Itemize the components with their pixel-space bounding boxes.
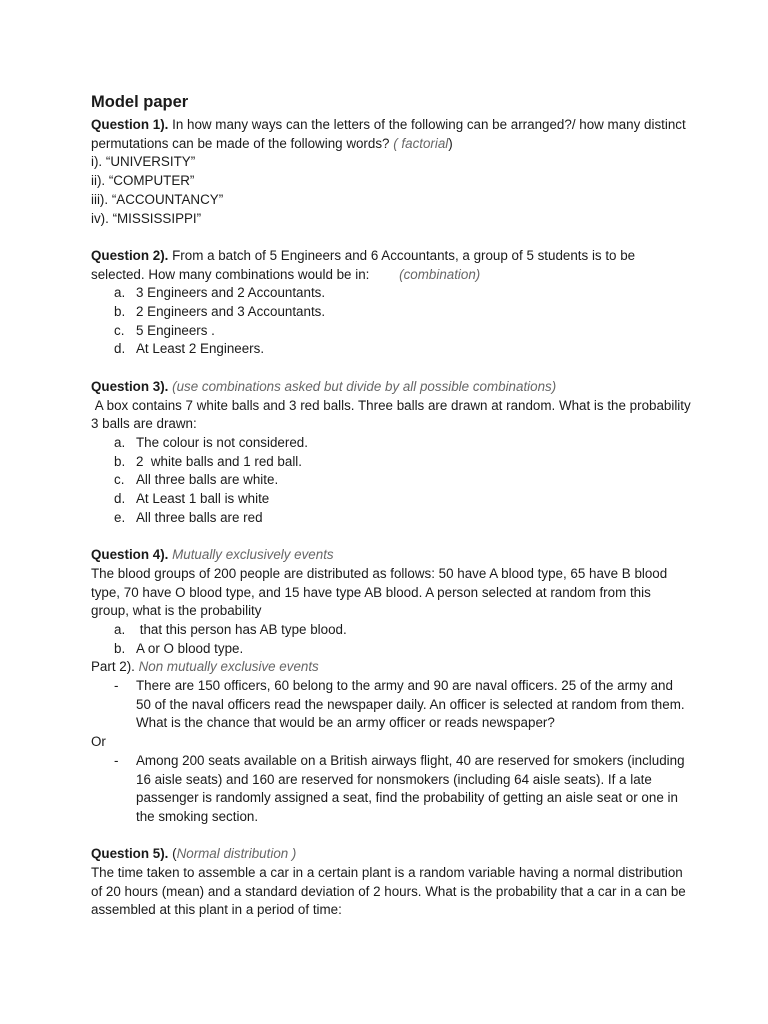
question-1-item: iii). “ACCOUNTANCY” (91, 191, 224, 207)
or-label: Or (91, 734, 106, 750)
question-1-hint: ( factorial (393, 135, 449, 151)
list-item: d. At Least 2 Engineers. (114, 341, 265, 357)
question-2-text: From a batch of 5 Engineers and 6 Accountants, a group of 5 students is to be selected. How many combinations would be in: (91, 247, 639, 282)
question-5-hint: Normal distribution ) (176, 846, 297, 862)
list-item: a. that this person has AB type blood. (114, 621, 347, 637)
question-2 (91, 247, 691, 284)
question-2-hint: (combination) (399, 266, 481, 282)
list-item: a. 3 Engineers and 2 Accountants. (114, 285, 326, 301)
question-2-label: Question 2). (91, 247, 169, 263)
question-4-options (91, 621, 691, 658)
question-2-options (91, 284, 691, 359)
list-item: b. A or O blood type. (114, 640, 244, 656)
question-3-hint: (use combinations asked but divide by all possible combinations) (168, 378, 557, 394)
question-5-text: The time taken to assemble a car in a certain plant is a random variable having a normal distribution of 20 hours (mean) and a standard deviation of 2 hours. What is the probability that a car in a can be assembled at this plant in a period of time: (91, 865, 686, 918)
list-item: - Among 200 seats available on a British airways flight, 40 are reserved for smokers (including 16 aisle seats) and 160 are reserved for nonsmokers (including 64 aisle seats). If a late passenger is randomly assigned a seat, find the probability of getting an aisle seat or one in the smoking section. (114, 752, 685, 824)
part-2-label: Part 2). (91, 659, 139, 675)
page-title: Model paper (91, 93, 189, 111)
question-3 (91, 378, 691, 397)
question-4 (91, 546, 691, 565)
or-items (91, 752, 691, 827)
question-1-label: Question 1). (91, 117, 169, 132)
question-1 (91, 116, 691, 153)
question-4-text: The blood groups of 200 people are distributed as follows: 50 have A blood type, 65 have B blood type, 70 have O blood type, and 15 have type AB blood. A person selected at random from this group, what is the probability (91, 565, 668, 619)
question-4-hint: Mutually exclusively events (168, 547, 334, 563)
list-item: d. At Least 1 ball is white (114, 491, 270, 507)
question-4-part-2 (91, 658, 691, 677)
question-1-item: iv). “MISSISSIPPI” (91, 210, 202, 226)
part-2-hint: Non mutually exclusive events (138, 659, 319, 675)
document-page (91, 92, 695, 920)
list-item: c. All three balls are white. (114, 472, 279, 488)
question-3-label: Question 3). (91, 378, 169, 394)
question-1-hint-close: ) (448, 135, 453, 151)
question-1-item: i). “UNIVERSITY” (91, 154, 196, 170)
list-item: b. 2 Engineers and 3 Accountants. (114, 304, 326, 320)
question-3-text: A box contains 7 white balls and 3 red balls. Three balls are drawn at random. What is the probability 3 balls are drawn: (91, 397, 695, 432)
question-3-options (91, 434, 691, 528)
question-1-item: ii). “COMPUTER” (91, 173, 195, 189)
question-5-hint-open: ( (168, 846, 177, 862)
list-item: b. 2 white balls and 1 red ball. (114, 453, 302, 469)
list-item: a. The colour is not considered. (114, 434, 308, 450)
list-item: c. 5 Engineers . (114, 322, 215, 338)
question-5 (91, 845, 691, 864)
question-5-label: Question 5). (91, 846, 169, 862)
part-2-items (91, 677, 691, 733)
question-1-text: In how many ways can the letters of the following can be arranged?/ how many distinct permutations can be made of the following words? (91, 117, 686, 151)
list-item: e. All three balls are red (114, 509, 263, 525)
list-item: - There are 150 officers, 60 belong to the army and 90 are naval officers. 25 of the army and 50 of the naval officers read the newspaper daily. An officer is selected at random from them. What is the chance that would be an army officer or reads newspaper? (114, 678, 685, 731)
question-4-label: Question 4). (91, 547, 169, 563)
